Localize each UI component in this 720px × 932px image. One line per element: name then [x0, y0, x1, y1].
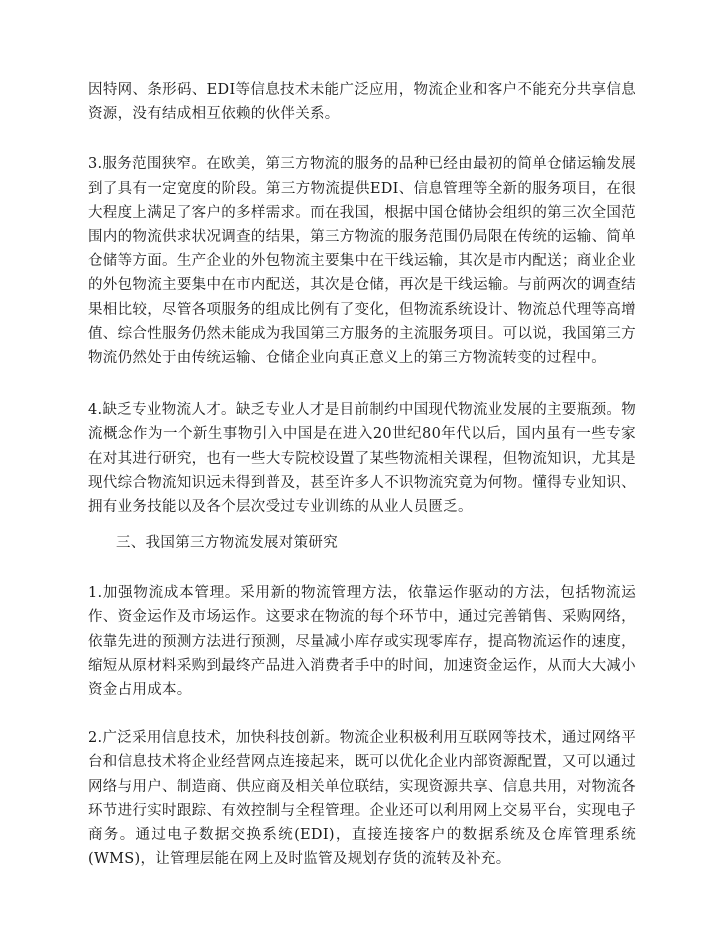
section-heading: 三、我国第三方物流发展对策研究 [116, 535, 338, 552]
paragraph-information-tech: 2.广泛采用信息技术，加快科技创新。物流企业积极利用互联网等技术，通过网络平台和信息技术将企业经营网点连接起来，既可以优化企业内部资源配置，又可以通过网络与用户、制造商、供应商及相关单位联结，实现资源共享、信息共用，对物流各环节进行实时跟踪、有效控制与全程管理。企业还可以利用网上交易平台，实现电子商务。通过电子数据交换系统(EDI)，直接连接客户的数据系统及仓库管理系统(WMS)，让管理层能在网上及时监管及规划存货的流转及补充。 [88, 730, 636, 868]
paragraph-intro-continued: 因特网、条形码、EDI等信息技术未能广泛应用，物流企业和客户不能充分共享信息资源，没有结成相互依赖的伙伴关系。 [88, 82, 636, 123]
paragraph-talent-shortage: 4.缺乏专业物流人才。缺乏专业人才是目前制约中国现代物流业发展的主要瓶颈。物流概念作为一个新生事物引入中国是在进入20世纪80年代以后，国内虽有一些专家在对其进行研究，也有一些大专院校设置了某些物流相关课程，但物流知识，尤其是现代综合物流知识远未得到普及，甚至许多人不识物流究竟为何物。懂得专业知识、拥有业务技能以及各个层次受过专业训练的从业人员匮乏。 [88, 402, 636, 516]
paragraph-cost-management: 1.加强物流成本管理。采用新的物流管理方法，依靠运作驱动的方法，包括物流运作、资金运作及市场运作。这要求在物流的每个环节中，通过完善销售、采购网络，依靠先进的预测方法进行预测，尽量减小库存或实现零库存，提高物流运作的速度，缩短从原材料采购到最终产品进入消费者手中的时间，加速资金运作，从而大大减小资金占用成本。 [88, 585, 636, 699]
document-page [88, 78, 636, 871]
paragraph-service-scope: 3.服务范围狭窄。在欧美，第三方物流的服务的品种已经由最初的简单仓储运输发展到了具有一定宽度的阶段。第三方物流提供EDI、信息管理等全新的服务项目，在很大程度上满足了客户的多样需求。而在我国，根据中国仓储协会组织的第三次全国范围内的物流供求状况调查的结果，第三方物流的服务范围仍局限在传统的运输、简单仓储等方面。生产企业的外包物流主要集中在干线运输，其次是市内配送；商业企业的外包物流主要集中在市内配送，其次是仓储，再次是干线运输。与前两次的调查结果相比较，尽管各项服务的组成比例有了变化，但物流系统设计、物流总代理等高增值、综合性服务仍然未能成为我国第三方服务的主流服务项目。可以说，我国第三方物流仍然处于由传统运输、仓储企业向真正意义上的第三方物流转变的过程中。 [88, 156, 636, 367]
